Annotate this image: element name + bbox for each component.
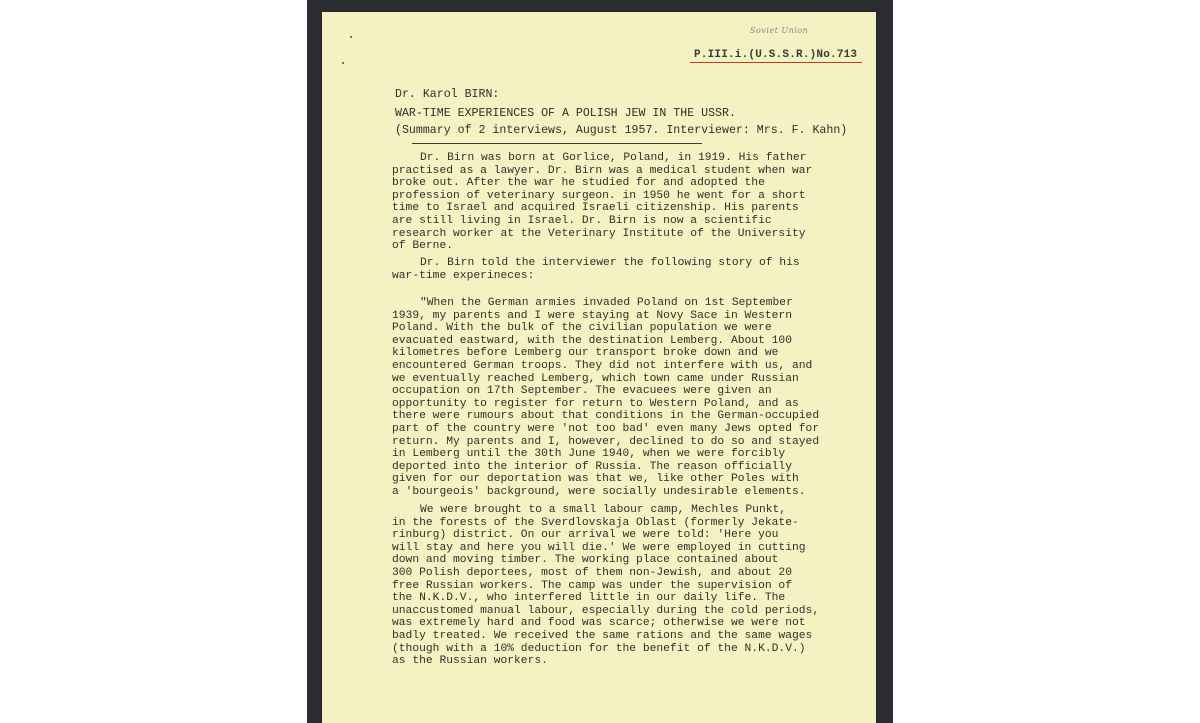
text-line: was extremely hard and food was scarce; otherwise we were not: [392, 617, 806, 630]
text-line: the N.K.D.V., who interfered little in our daily life. The: [392, 592, 786, 605]
text-line: evacuated eastward, with the destination Lemberg. About 100: [392, 334, 792, 347]
text-line: profession of veterinary surgeon. in 1950 he went for a short: [392, 189, 806, 202]
text-line: Dr. Birn was born at Gorlice, Poland, in 1919. His father: [420, 152, 807, 164]
text-line: given for our deportation was that we, like other Poles with: [392, 473, 799, 486]
text-line: We were brought to a small labour camp, Mechles Punkt,: [420, 504, 787, 516]
text-line: are still living in Israel. Dr. Birn is now a scientific: [392, 214, 772, 227]
text-line: 300 Polish deportees, most of them non-Jewish, and about 20: [392, 566, 792, 579]
handwritten-note: Soviet Union: [750, 26, 809, 35]
text-line: unaccustomed manual labour, especially during the cold periods,: [392, 604, 820, 617]
text-line: part of the country were 'not too bad' even many Jews opted for: [392, 422, 820, 435]
text-line: research worker at the Veterinary Institute of the University: [392, 227, 806, 240]
paragraph-labour-camp: [392, 504, 852, 668]
text-line: in Lemberg until the 30th June 1940, when we were forcibly: [392, 448, 786, 461]
text-line: return. My parents and I, however, declined to do so and stayed: [392, 435, 820, 448]
text-line: in the forests of the Sverdlovskaja Oblast (formerly Jekate-: [392, 516, 799, 529]
text-line: free Russian workers. The camp was under the supervision of: [392, 579, 792, 592]
text-line: kilometres before Lemberg our transport broke down and we: [392, 347, 779, 360]
text-line: badly treated. We received the same rations and the same wages: [392, 629, 813, 642]
text-line: of Berne.: [392, 240, 454, 253]
text-line: time to Israel and acquired Israeli citizenship. His parents: [392, 202, 799, 215]
text-line: Dr. Birn told the interviewer the following story of his: [420, 257, 800, 269]
paragraph-biography: [392, 152, 852, 253]
reference-underline: [690, 62, 862, 63]
typed-page: [322, 12, 876, 723]
text-line: will stay and here you will die.' We were employed in cutting: [392, 541, 806, 554]
text-line: as the Russian workers.: [392, 655, 548, 668]
paragraph-deportation: [392, 297, 852, 499]
text-line: there were rumours about that conditions in the German-occupied: [392, 410, 820, 423]
document-subtitle: (Summary of 2 interviews, August 1957. Interviewer: Mrs. F. Kahn): [395, 124, 848, 137]
text-line: we eventually reached Lemberg, which town came under Russian: [392, 372, 799, 385]
text-line: broke out. After the war he studied for and adopted the: [392, 177, 765, 190]
text-line: down and moving timber. The working place contained about: [392, 554, 779, 567]
text-line: 1939, my parents and I were staying at Novy Sace in Western: [392, 309, 792, 322]
ink-speck: [342, 62, 344, 64]
paragraph-intro: [392, 257, 852, 282]
separator-rule: [412, 143, 702, 144]
text-line: a 'bourgeois' background, were socially undesirable elements.: [392, 485, 806, 498]
author-heading: Dr. Karol BIRN:: [395, 88, 500, 101]
ink-speck: [350, 36, 352, 38]
text-line: practised as a lawyer. Dr. Birn was a medical student when war: [392, 164, 813, 177]
text-line: "When the German armies invaded Poland on 1st September: [420, 297, 793, 309]
text-line: occupation on 17th September. The evacuees were given an: [392, 385, 772, 398]
text-line: Poland. With the bulk of the civilian population we were: [392, 322, 772, 335]
text-line: rinburg) district. On our arrival we were told: 'Here you: [392, 529, 779, 542]
text-line: (though with a 10% deduction for the benefit of the N.K.D.V.): [392, 642, 806, 655]
text-line: deported into the interior of Russia. The reason officially: [392, 460, 792, 473]
document-title: WAR-TIME EXPERIENCES OF A POLISH JEW IN THE USSR.: [395, 107, 736, 120]
text-line: opportunity to register for return to Western Poland, and as: [392, 397, 799, 410]
text-line: encountered German troops. They did not interfere with us, and: [392, 359, 813, 372]
reference-number: P.III.i.(U.S.S.R.)No.713: [694, 49, 858, 61]
text-line: war-time experineces:: [392, 269, 535, 282]
